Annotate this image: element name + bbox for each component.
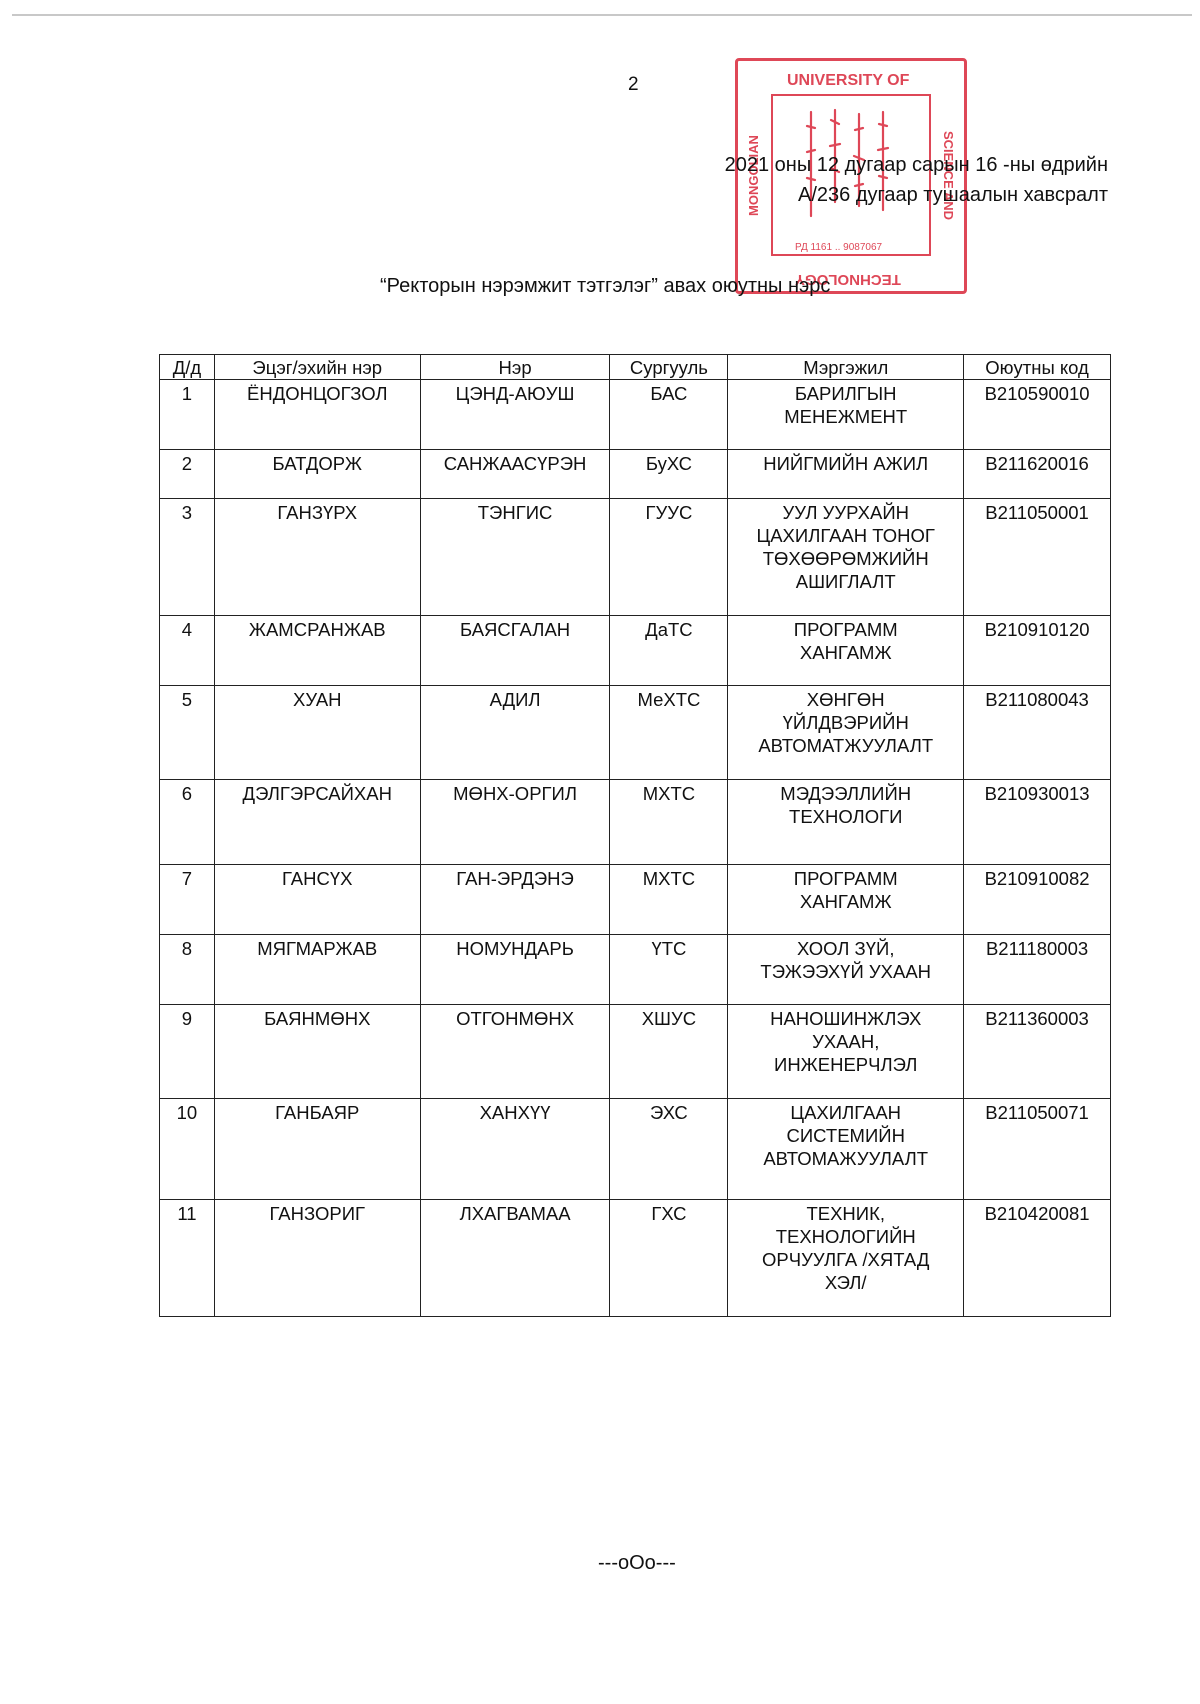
table-row bbox=[160, 1200, 1111, 1317]
major-line: ҮЙЛДВЭРИЙН bbox=[782, 712, 909, 733]
col-header-school: Сургууль bbox=[610, 355, 728, 380]
major-line: НИЙГМИЙН АЖИЛ bbox=[763, 453, 929, 474]
cell-student-code: В210590010 bbox=[964, 380, 1111, 450]
cell-student-code: В211360003 bbox=[964, 1005, 1111, 1099]
cell-number: 10 bbox=[160, 1099, 215, 1200]
table-row bbox=[160, 380, 1111, 450]
major-line: ТЕХНОЛОГИ bbox=[789, 806, 903, 827]
cell-number: 6 bbox=[160, 780, 215, 865]
major-line: МЭДЭЭЛЛИЙН bbox=[780, 783, 912, 804]
stamp-bottom-text: TECHNOLOGY bbox=[795, 271, 901, 288]
cell-parent-name: ГАНСҮХ bbox=[214, 865, 420, 935]
cell-major bbox=[728, 865, 964, 935]
cell-number: 4 bbox=[160, 616, 215, 686]
major-line: ПРОГРАММ bbox=[793, 868, 898, 889]
major-line: УХААН, bbox=[812, 1031, 880, 1052]
cell-number: 11 bbox=[160, 1200, 215, 1317]
major-line: ХЭЛ/ bbox=[824, 1272, 867, 1293]
cell-school: ХШУС bbox=[610, 1005, 728, 1099]
cell-student-code: В210930013 bbox=[964, 780, 1111, 865]
col-header-name: Нэр bbox=[420, 355, 610, 380]
major-line: ХАНГАМЖ bbox=[799, 891, 892, 912]
cell-number: 1 bbox=[160, 380, 215, 450]
major-line: НАНОШИНЖЛЭХ bbox=[770, 1008, 922, 1029]
cell-student-code: В210420081 bbox=[964, 1200, 1111, 1317]
cell-student-code: В211180003 bbox=[964, 935, 1111, 1005]
order-date-line: 2021 оны 12 дугаар сарын 16 -ны өдрийн bbox=[724, 154, 1108, 176]
cell-school: БуХС bbox=[610, 450, 728, 499]
major-line: МЕНЕЖМЕНТ bbox=[784, 406, 908, 427]
document-title: “Ректорын нэрэмжит тэтгэлэг” авах оюутны нэрс bbox=[380, 275, 831, 297]
cell-parent-name: МЯГМАРЖАВ bbox=[214, 935, 420, 1005]
major-line: ТЭЖЭЭХҮЙ УХААН bbox=[760, 961, 932, 982]
cell-parent-name: ГАНЗОРИГ bbox=[214, 1200, 420, 1317]
cell-parent-name: ЁНДОНЦОГЗОЛ bbox=[214, 380, 420, 450]
cell-number: 5 bbox=[160, 686, 215, 780]
major-line: ХООЛ ЗҮЙ, bbox=[796, 938, 895, 959]
cell-parent-name: ГАНЗҮРХ bbox=[214, 499, 420, 616]
major-line: УУЛ УУРХАЙН bbox=[782, 502, 909, 523]
stamp-top-text: UNIVERSITY OF bbox=[787, 72, 910, 89]
cell-parent-name: ГАНБАЯР bbox=[214, 1099, 420, 1200]
cell-school: ГУУС bbox=[610, 499, 728, 616]
cell-number: 7 bbox=[160, 865, 215, 935]
cell-school: ГХС bbox=[610, 1200, 728, 1317]
cell-student-code: В211050001 bbox=[964, 499, 1111, 616]
cell-major bbox=[728, 686, 964, 780]
cell-parent-name: ЖАМСРАНЖАВ bbox=[214, 616, 420, 686]
cell-parent-name: ХУАН bbox=[214, 686, 420, 780]
stamp-left-text: MONGOLIAN bbox=[745, 135, 761, 216]
cell-student-code: В210910120 bbox=[964, 616, 1111, 686]
order-attachment-line: А/236 дугаар тушаалын хавсралт bbox=[798, 184, 1108, 206]
table-body bbox=[160, 380, 1111, 1317]
cell-number: 8 bbox=[160, 935, 215, 1005]
cell-name: ЛХАГВАМАА bbox=[420, 1200, 610, 1317]
cell-name: ГАН-ЭРДЭНЭ bbox=[420, 865, 610, 935]
table-row bbox=[160, 935, 1111, 1005]
cell-student-code: В211080043 bbox=[964, 686, 1111, 780]
cell-school: МХТС bbox=[610, 865, 728, 935]
major-line: СИСТЕМИЙН bbox=[786, 1125, 905, 1146]
cell-name: АДИЛ bbox=[420, 686, 610, 780]
cell-name: ОТГОНМӨНХ bbox=[420, 1005, 610, 1099]
major-line: ХӨНГӨН bbox=[806, 689, 885, 710]
major-line: ОРЧУУЛГА /ХЯТАД bbox=[762, 1249, 930, 1270]
cell-major bbox=[728, 780, 964, 865]
cell-student-code: В210910082 bbox=[964, 865, 1111, 935]
table-row bbox=[160, 499, 1111, 616]
document-end-mark: ---oOo--- bbox=[598, 1552, 676, 1574]
major-line: ПРОГРАММ bbox=[793, 619, 898, 640]
cell-major bbox=[728, 1200, 964, 1317]
page-edge-line bbox=[12, 14, 1192, 16]
major-line: БАРИЛГЫН bbox=[794, 383, 897, 404]
cell-parent-name: БАЯНМӨНХ bbox=[214, 1005, 420, 1099]
major-line: ТЕХНОЛОГИЙН bbox=[775, 1226, 916, 1247]
major-line: АВТОМАТЖУУЛАЛТ bbox=[758, 735, 934, 756]
col-header-major: Мэргэжил bbox=[728, 355, 964, 380]
major-line: АВТОМАЖУУЛАЛТ bbox=[763, 1148, 929, 1169]
cell-parent-name: ДЭЛГЭРСАЙХАН bbox=[214, 780, 420, 865]
table-row bbox=[160, 1099, 1111, 1200]
cell-name: ХАНХҮҮ bbox=[420, 1099, 610, 1200]
cell-school: БАС bbox=[610, 380, 728, 450]
major-line: ТЕХНИК, bbox=[806, 1203, 885, 1224]
table-row bbox=[160, 616, 1111, 686]
major-line: АШИГЛАЛТ bbox=[795, 571, 896, 592]
cell-major bbox=[728, 499, 964, 616]
cell-parent-name: БАТДОРЖ bbox=[214, 450, 420, 499]
page-number: 2 bbox=[628, 74, 639, 95]
cell-school: ЭХС bbox=[610, 1099, 728, 1200]
stamp-right-text: SCIENCE AND bbox=[940, 130, 956, 221]
cell-school: ҮТС bbox=[610, 935, 728, 1005]
cell-name: МӨНХ-ОРГИЛ bbox=[420, 780, 610, 865]
cell-number: 2 bbox=[160, 450, 215, 499]
major-line: ЦАХИЛГААН bbox=[790, 1102, 902, 1123]
cell-name: ЦЭНД-АЮУШ bbox=[420, 380, 610, 450]
col-header-parent-name: Эцэг/эхийн нэр bbox=[214, 355, 420, 380]
stamp-registration-text: РД 1161 .. 9087067 bbox=[795, 242, 883, 253]
col-header-student-code: Оюутны код bbox=[964, 355, 1111, 380]
cell-name: НОМУНДАРЬ bbox=[420, 935, 610, 1005]
cell-student-code: В211620016 bbox=[964, 450, 1111, 499]
major-line: ЦАХИЛГААН ТОНОГ bbox=[756, 525, 935, 546]
major-line: ИНЖЕНЕРЧЛЭЛ bbox=[774, 1054, 918, 1075]
cell-name: БАЯСГАЛАН bbox=[420, 616, 610, 686]
table-row bbox=[160, 865, 1111, 935]
cell-school: МеХТС bbox=[610, 686, 728, 780]
table-row bbox=[160, 780, 1111, 865]
major-line: ТӨХӨӨРӨМЖИЙН bbox=[762, 548, 929, 569]
cell-student-code: В211050071 bbox=[964, 1099, 1111, 1200]
table-row bbox=[160, 686, 1111, 780]
table-header-row bbox=[160, 355, 1111, 380]
cell-major bbox=[728, 935, 964, 1005]
col-header-number: Д/д bbox=[160, 355, 215, 380]
cell-major bbox=[728, 450, 964, 499]
table-row bbox=[160, 450, 1111, 499]
cell-major bbox=[728, 1005, 964, 1099]
cell-major bbox=[728, 380, 964, 450]
scholarship-table bbox=[159, 354, 1111, 1317]
table-row bbox=[160, 1005, 1111, 1099]
cell-major bbox=[728, 1099, 964, 1200]
cell-number: 9 bbox=[160, 1005, 215, 1099]
cell-school: МХТС bbox=[610, 780, 728, 865]
cell-name: ТЭНГИС bbox=[420, 499, 610, 616]
cell-major bbox=[728, 616, 964, 686]
cell-number: 3 bbox=[160, 499, 215, 616]
cell-school: ДаТС bbox=[610, 616, 728, 686]
major-line: ХАНГАМЖ bbox=[799, 642, 892, 663]
cell-name: САНЖААСҮРЭН bbox=[420, 450, 610, 499]
